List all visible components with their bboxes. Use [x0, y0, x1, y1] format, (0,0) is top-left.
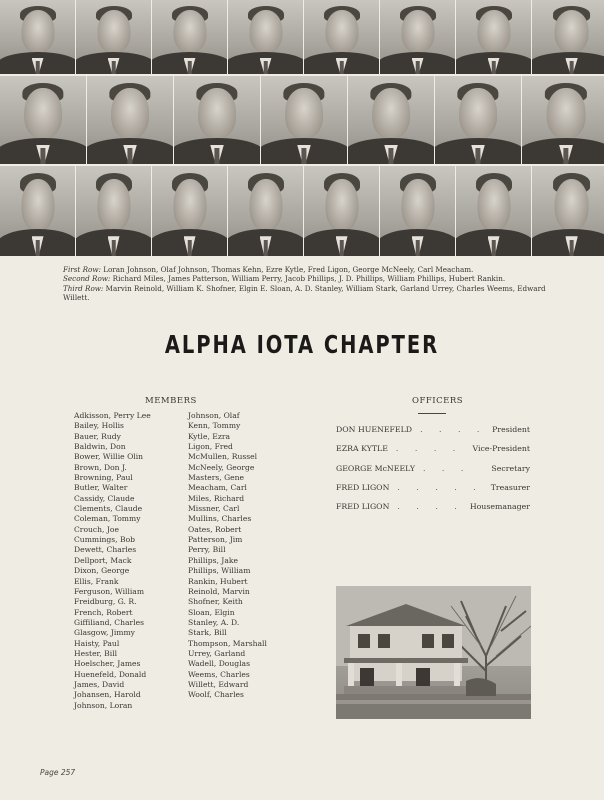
member-portrait: [228, 0, 304, 74]
photo-row-1: [0, 0, 604, 74]
member-name: Bower, Willie Olin: [74, 452, 144, 462]
member-name: Phillips, William: [188, 566, 251, 576]
member-portrait: [152, 0, 228, 74]
member-name: Patterson, Jim: [188, 535, 243, 545]
member-name: Huenefeld, Donald: [74, 669, 147, 679]
member-portrait: [435, 76, 522, 164]
member-name: Kytle, Ezra: [188, 431, 230, 441]
member-portrait: [0, 76, 87, 164]
member-name: Johnson, Loran: [74, 700, 133, 710]
member-name: Rankin, Hubert: [188, 576, 248, 586]
chapter-title: ALPHA IOTA CHAPTER: [164, 330, 440, 359]
member-name: Glasgow, Jimmy: [74, 628, 135, 638]
caption-first-row: [63, 265, 548, 274]
member-name: Weems, Charles: [188, 669, 250, 679]
officer-entry: [336, 464, 530, 483]
officer-leader-dots: . . . .: [420, 425, 487, 434]
officer-entry: [336, 483, 530, 502]
member-name: Woolf, Charles: [188, 690, 244, 700]
member-name: Coleman, Tommy: [74, 514, 141, 524]
member-name: Masters, Gene: [188, 473, 245, 483]
member-name: French, Robert: [74, 607, 133, 617]
member-photos: [0, 0, 604, 258]
member-portrait: [380, 166, 456, 256]
caption-first-names: Loran Johnson, Olaf Johnson, Thomas Kehn, Ezre Kytle, Fred Ligon, George McNeely, Carl Meacham.: [103, 265, 474, 274]
officer-entry: [336, 444, 530, 463]
officer-name: GEORGE McNEELY: [336, 463, 415, 473]
member-name: McNeely, George: [188, 462, 255, 472]
member-portrait: [228, 166, 304, 256]
member-portrait: [261, 76, 348, 164]
officer-name: DON HUENEFELD: [336, 425, 413, 434]
officer-name: FRED LIGON: [336, 502, 390, 512]
member-portrait: [152, 166, 228, 256]
member-name: Giffiliand, Charles: [74, 617, 144, 627]
member-name: Ferguson, William: [74, 586, 145, 596]
member-portrait: [348, 76, 435, 164]
member-name: Perry, Bill: [188, 545, 226, 555]
member-name: Ellis, Frank: [74, 576, 119, 586]
member-name: Miles, Richard: [188, 493, 245, 503]
officer-leader-dots: . . . .: [395, 444, 463, 454]
member-name: Freidburg, G. R.: [74, 597, 137, 607]
chapter-house-photo: [336, 586, 531, 719]
member-portrait: [0, 166, 76, 256]
member-name: Cummings, Bob: [74, 535, 136, 545]
member-name: Missner, Carl: [188, 504, 240, 514]
officer-role: President: [492, 425, 530, 434]
member-name: Adkisson, Perry Lee: [74, 411, 151, 420]
member-name: Urrey, Garland: [188, 648, 246, 658]
member-name: Willett, Edward: [188, 679, 249, 689]
member-name: Bailey, Hollis: [74, 421, 124, 431]
member-name: Stanley, A. D.: [188, 617, 240, 627]
caption-second-names: Richard Miles, James Patterson, William Perry, Jacob Phillips, J. D. Phillips, William Phillips, Hubert Rankin.: [112, 274, 506, 284]
member-portrait: [522, 76, 604, 164]
caption-third-label: Third Row:: [63, 283, 104, 293]
member-portrait: [456, 166, 532, 256]
photo-row-2: [0, 76, 604, 164]
member-name: Haisty, Paul: [74, 638, 120, 648]
officer-leader-dots: . . . . .: [397, 482, 483, 492]
member-portrait: [304, 0, 380, 74]
officer-leader-dots: . . . .: [397, 502, 464, 512]
officers-heading: OFFICERS: [412, 396, 464, 406]
member-name: Bauer, Rudy: [74, 431, 121, 441]
members-column-2: [188, 411, 267, 701]
members-heading: MEMBERS: [145, 396, 197, 406]
member-name: Sloan, Elgin: [188, 607, 235, 617]
members-column-1: [74, 411, 151, 711]
member-name: Hoelscher, James: [74, 659, 141, 669]
member-portrait: [380, 0, 456, 74]
officers-divider: [418, 413, 446, 414]
member-name: Kenn, Tommy: [188, 421, 241, 431]
member-portrait: [0, 0, 76, 74]
member-name: Crouch, Joe: [74, 524, 119, 534]
member-name: James, David: [74, 679, 125, 689]
caption-third-row: [63, 284, 548, 303]
officer-entry: [336, 502, 530, 521]
caption-second-label: Second Row:: [63, 274, 111, 284]
member-name: Butler, Walter: [74, 483, 128, 493]
officer-entry: [336, 425, 530, 444]
member-name: Reinold, Marvin: [188, 586, 250, 596]
member-name: Cassidy, Claude: [74, 493, 135, 503]
member-name: Wadell, Douglas: [188, 659, 250, 669]
member-portrait: [76, 166, 152, 256]
member-portrait: [174, 76, 261, 164]
member-portrait: [456, 0, 532, 74]
member-name: Thompson, Marshall: [188, 638, 267, 648]
officer-role: Vice-President: [472, 444, 530, 454]
photo-row-3: [0, 166, 604, 256]
officer-leader-dots: . . .: [422, 463, 471, 473]
member-name: McMullen, Russel: [188, 452, 258, 462]
member-name: Ligon, Fred: [188, 442, 233, 452]
officer-role: Housemanager: [469, 502, 530, 512]
officers-list: [336, 425, 530, 521]
caption-first-label: First Row:: [63, 265, 101, 274]
member-portrait: [304, 166, 380, 256]
member-portrait: [76, 0, 152, 74]
member-name: Brown, Don J.: [74, 462, 127, 472]
photo-caption: [63, 265, 548, 303]
officer-name: EZRA KYTLE: [336, 444, 388, 454]
member-name: Clements, Claude: [74, 504, 143, 514]
member-portrait: [532, 0, 604, 74]
member-portrait: [87, 76, 174, 164]
page-number: Page 257: [40, 768, 76, 777]
member-name: Oates, Robert: [188, 524, 242, 534]
caption-second-row: [63, 274, 548, 283]
member-name: Phillips, Jake: [188, 555, 238, 565]
member-name: Shofner, Keith: [188, 597, 243, 607]
member-portrait: [532, 166, 604, 256]
member-name: Dixon, George: [74, 566, 130, 576]
member-name: Baldwin, Don: [74, 442, 126, 452]
member-name: Mullins, Charles: [188, 514, 252, 524]
officer-role: Treasurer: [490, 482, 530, 492]
member-name: Stark, Bill: [188, 628, 227, 638]
member-name: Dewett, Charles: [74, 545, 137, 555]
caption-third-names: Marvin Reinold, William K. Shofner, Elgin E. Sloan, A. D. Stanley, William Stark, Garland Urrey, Charles Weems, Edward Willett.: [63, 283, 546, 303]
member-name: Johansen, Harold: [74, 690, 141, 700]
member-name: Johnson, Olaf: [188, 411, 240, 420]
officer-role: Secretary: [491, 463, 530, 473]
officer-name: FRED LIGON: [336, 482, 390, 492]
member-name: Meacham, Carl: [188, 483, 247, 493]
member-name: Hester, Bill: [74, 648, 118, 658]
member-name: Browning, Paul: [74, 473, 133, 483]
house-image: [336, 586, 531, 719]
member-name: Dellport, Mack: [74, 555, 132, 565]
